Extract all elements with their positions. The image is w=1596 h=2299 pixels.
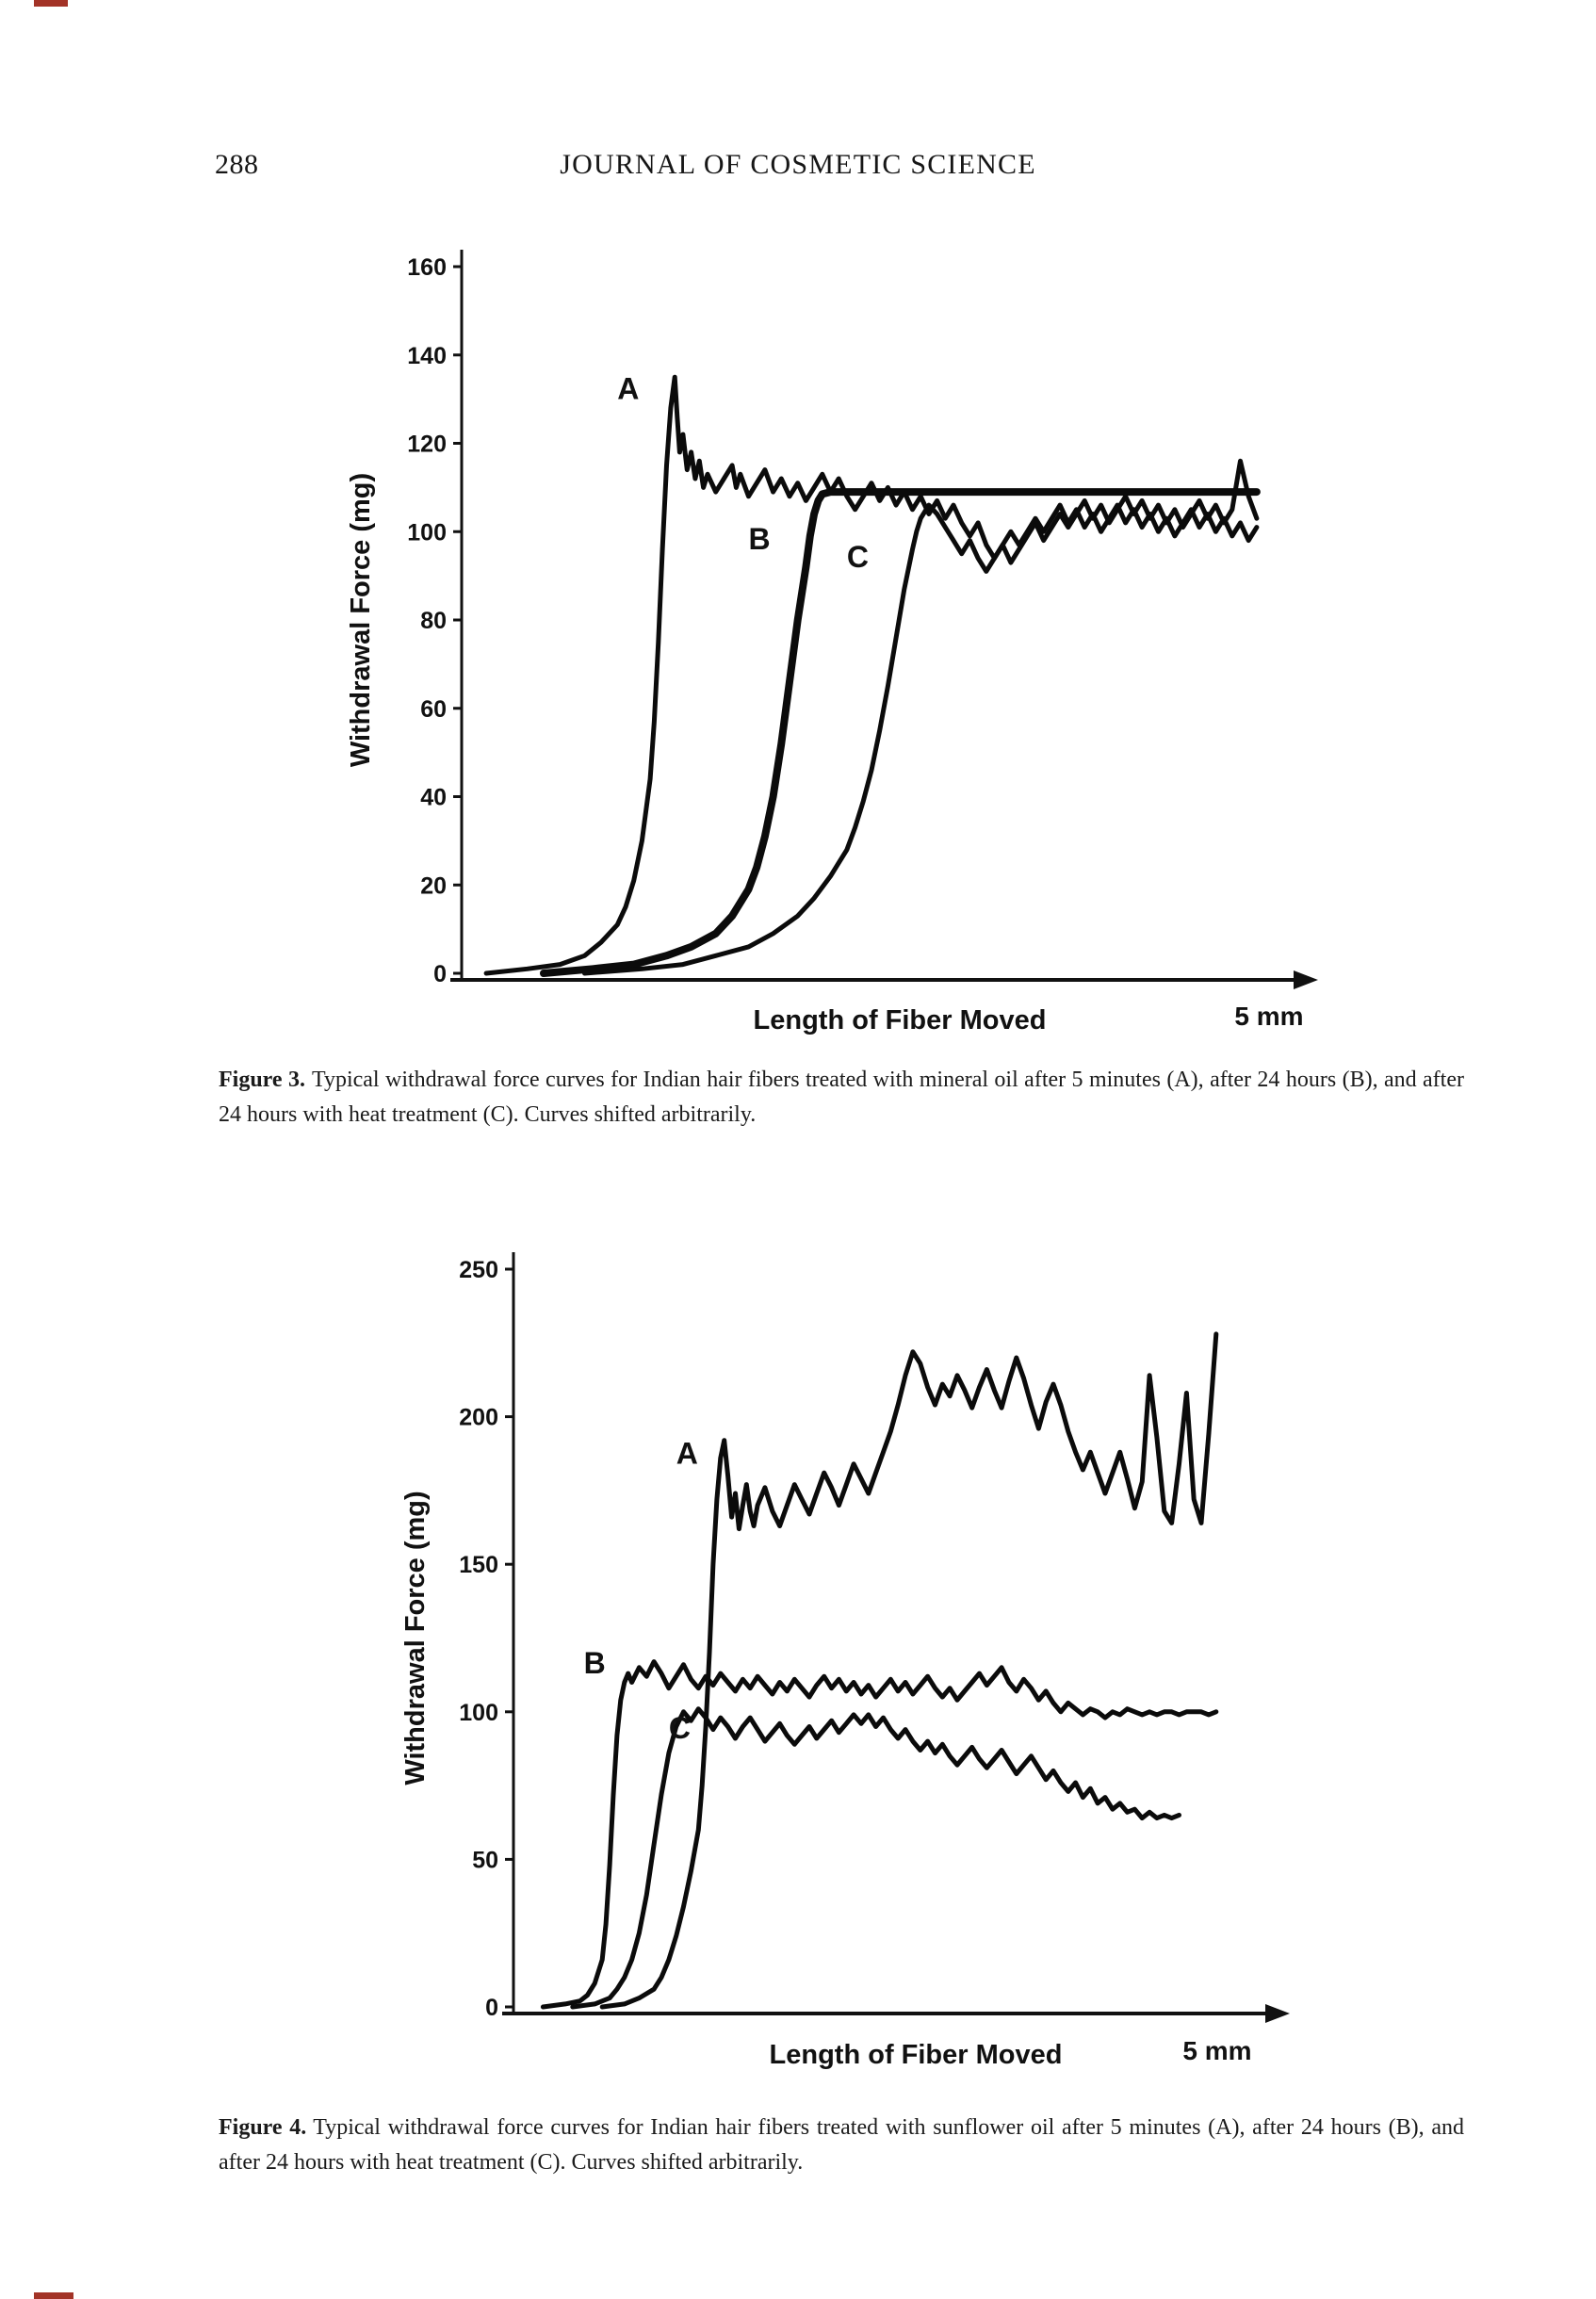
series-C-label: C [846, 539, 870, 574]
series-C-label: C [668, 1711, 692, 1745]
series-C-line [573, 1709, 1180, 2007]
scan-artifact-bottom [34, 2292, 73, 2299]
y-tick-label: 0 [485, 1995, 498, 2021]
figure-3-caption [219, 1063, 1464, 1133]
y-tick-label: 100 [407, 519, 447, 546]
y-axis-title: Withdrawal Force (mg) [346, 472, 376, 768]
y-tick-label: 250 [459, 1257, 498, 1283]
x-axis-arrowhead [1294, 970, 1318, 989]
figure-3-caption-label: Figure 3. [219, 1068, 305, 1092]
journal-title: JOURNAL OF COSMETIC SCIENCE [560, 149, 1036, 180]
figure-4-caption-text: Typical withdrawal force curves for Indian hair fibers treated with sunflower oil after 5 minutes (A), after 24 hours (B), and after 24 hours with heat treatment (C). Curves shifted arbitrarily. [219, 2115, 1464, 2176]
series-A-label: A [676, 1436, 698, 1471]
y-tick-label: 50 [472, 1847, 498, 1874]
y-tick-label: 160 [407, 254, 447, 281]
x-axis-title: Length of Fiber Moved [753, 1005, 1047, 1035]
series-A-line [602, 1334, 1216, 2007]
series-B-line [544, 492, 1257, 973]
x-scale-label: 5 mm [1182, 2036, 1252, 2065]
scan-artifact-top [34, 0, 68, 7]
page-number: 288 [215, 149, 259, 180]
y-tick-label: 150 [459, 1552, 498, 1579]
series-B-line [543, 1662, 1215, 2007]
y-tick-label: 100 [459, 1699, 498, 1726]
figure-4-caption [219, 2111, 1464, 2180]
series-C-line [585, 505, 1257, 973]
figure-3-caption-text: Typical withdrawal force curves for Indian hair fibers treated with mineral oil after 5 minutes (A), after 24 hours (B), and after 24 hours with heat treatment (C). Curves shifted arbitrarily. [219, 1068, 1464, 1128]
x-axis-arrowhead [1265, 2004, 1290, 2023]
y-tick-label: 40 [420, 784, 447, 811]
y-tick-label: 0 [433, 961, 447, 987]
series-A-line [486, 377, 1257, 973]
y-tick-label: 120 [407, 431, 447, 458]
y-axis-title: Withdrawal Force (mg) [400, 1491, 431, 1785]
x-axis-title: Length of Fiber Moved [769, 2040, 1063, 2070]
y-tick-label: 60 [420, 695, 447, 723]
y-tick-label: 140 [407, 342, 447, 369]
series-A-label: A [617, 371, 640, 406]
x-scale-label: 5 mm [1234, 1002, 1304, 1031]
y-tick-label: 20 [420, 872, 447, 900]
figure-4-caption-label: Figure 4. [219, 2115, 307, 2140]
series-B-label: B [583, 1646, 606, 1681]
series-B-label: B [748, 522, 771, 556]
figure-4-chart [377, 1244, 1338, 2082]
y-tick-label: 80 [420, 608, 447, 634]
y-tick-label: 200 [459, 1404, 498, 1431]
figure-3-chart [320, 236, 1357, 1057]
